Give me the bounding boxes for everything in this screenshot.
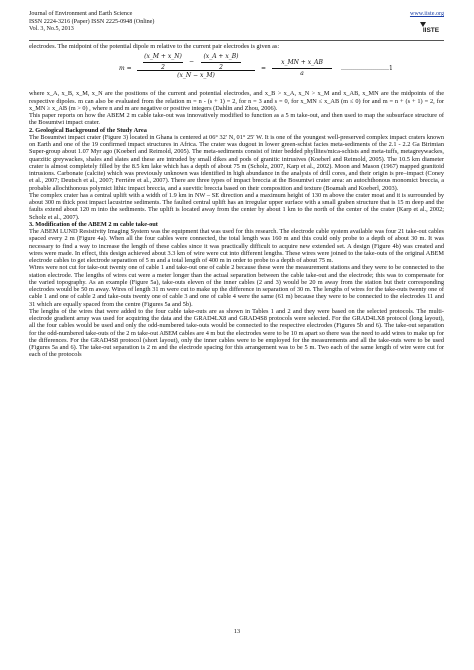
para-report: This paper reports on how the ABEM 2 m cable take-out was innovatively modified to function as a 5 m take-out, and then used to map the subsurface structure of the Bosumtwi impact crater. xyxy=(29,112,444,127)
para-where: where x_A, x_B, x_M, x_N are the positions of the current and potential electrodes, and x_B > x_A, x_N > x_M and x_AB, x_MN are the midpoints of the respective dipoles. m can also be evaluated from the relation m = n - (s + 1) = 2, for n = 3 and s = 0, for x_MN ≤ x_AB (m ≤ 0) for and m = n + (s + 1) = 2, for x_MN ≥ x_AB (m > 0) , where n and m are negative or positive integers (Dahlin and Zhou, 2006). xyxy=(29,90,444,112)
eq-lhs: m = xyxy=(119,65,132,73)
section-2-para-1: The Bosumtwi impact crater (Figure 3) located in Ghana is centered at 06° 32′ N, 01° 25′ W. It is one of the youngest well-preserved complex impact craters known on Earth and one of the 19 confirmed impact structures in Africa. The crater was dugout in lower green-schist facies meta-sediments of the 2.1 - 2.2 Ga Birimian Super-group about 1.07 Myr ago (Koeberl and Reimold, 2005). The meta-sediments consist of inter bedded phyllites/mica-schists and meta-tuffs, metagreywackes, quarzitic greywackes, shales and slates and these are intruded by small dikes and pods of granitic intrusives (Koeberl and Reimold, 2005). The 10.5 km diameter crater is almost completely filled by the 8.5 km lake which has a depth of about 75 m (Scholz, 2007, Karp et al., 2002). Moon and Mason (1967) mapped granitoid intrusions. Carbonate (calcite) which was previously unknown was identified in high abundance in the analysis of drill cores, and their origin is pre–impact (Coney et al., 2007; Deutsch et al., 2007; Ferrière et al., 2007). There are three types of impact breccia at the Bosumtwi crater area: an autochthonous monomict breccia, a probable allochthonous polymict lithic impact breccia, and a suevitic breccia based on their composition and texture (Boamah and Koeberl, 2003). xyxy=(29,133,444,192)
journal-issn: ISSN 2224-3216 (Paper) ISSN 2225-0948 (Online) xyxy=(29,18,155,25)
section-3-title: 3. Modification of the ABEM 2 m cable take-out xyxy=(29,220,158,228)
section-3-para-3: The lengths of the wires that were added to the four cable take-outs are as shown in Tables 1 and 2 and they were based on the selected protocols. The multi-electrode gradient array was used for acquiring the data and the GRAD4LX8 and GRAD4S8 protocols were selected. For the GRAD4LX8 protocol (long layout), all the four cables would be used and only the odd-numbered take-outs would be connected to the respective electrodes (Figures 5b and 6). The take-out separation for the odd-numbered take-outs of the 2 m take-out ABEM cables are 4 m but the electrodes were to be 10 m apart so there was the need to add wires to make up for the differences. For the GRAD4S8 protocol (short layout), only the inner cables were to be employed for the measurements and all the take-outs were to be used (Figures 5a and 6). The take-out separation is 2 m and the electrode spacing for this arrangement was to be 5 m. Two each of the same length of wire were cut for each of the protocols xyxy=(29,307,444,359)
section-3-para-1: The ABEM LUND Resistivity Imaging System was the equipment that was used for this research. The electrode cable system available was four 21 take-out cables spaced every 2 m (Figure 4a). When all the four cables were connected, the total length was 160 m and this could only probe to a depth of about 30 m. It was necessary to find a way to increase the length of these cables since it was practically difficult to acquire new extended set. A design (Figure 4b) was created and wires were made. In effect, this design achieved about 3.3 km of wire were cut into different lengths. These wires were joined to the take-outs of the original ABEM electrode cables to get electrode separation of 5 m and a total length of 400 m in order to probe to a depth of about 75 m. xyxy=(29,228,444,264)
journal-header-right xyxy=(410,11,444,39)
section-2-title: 2. Geological Background of the Study Area xyxy=(29,126,147,134)
iiste-logo-icon xyxy=(418,20,444,34)
section-3-para-2: Wires were not cut for take-out twenty one of cable 1 and take-out one of cable 2 because these were the measurement stations and they were to be connected to the station electrode. The lengths of wires cut were a meter longer than the actual separation between the cable take-out and the electrode; this was to compensate for the varied topography. As an example (Figure 5a), take-outs eleven of the inner cables (2 and 3) would be 20 m away from the station but their corresponding electrodes would be 50 m away. Wires of length 31 m were cut to make up the difference in separation of 30 m. The lengths of wires for the take-outs twenty one of cable 1 and one of cable 2 and take-outs twenty one of cable 3 and one of cable 4 were the same (61 m) because they were to be connected to the electrodes 11 and 31 which are equally spaced from the centre (Figures 5a and 5b). xyxy=(29,264,444,308)
eq-rhs-fraction: x_MN + x_AB a xyxy=(272,59,332,77)
eq-outer-denominator: (x_N − x_M) xyxy=(177,72,215,80)
eq-right-fraction: (x_A + x_B) 2 xyxy=(201,53,241,71)
journal-title: Journal of Environment and Earth Science xyxy=(29,11,133,17)
logo-text: IISTE xyxy=(422,26,440,34)
eq-number: ……………………1 xyxy=(341,65,393,73)
eq-left-fraction: (x_M + x_N) 2 xyxy=(144,53,182,71)
equation-1: m = (x_M + x_N) 2 − (x_A + x_B) 2 (x_N − x_M) = x_MN + x_AB a ……………………1 xyxy=(119,53,393,80)
journal-url[interactable]: www.iiste.org xyxy=(409,11,444,17)
journal-header xyxy=(29,11,154,34)
journal-volume: Vol. 3, No.5, 2013 xyxy=(29,26,74,33)
header-rule xyxy=(29,40,444,41)
body-text xyxy=(29,43,444,359)
eq-outer-fraction: (x_M + x_N) 2 − (x_A + x_B) 2 (x_N − x_M) xyxy=(137,53,255,79)
intro-line: electrodes. The midpoint of the potential dipole m relative to the current pair electrodes is given as: xyxy=(29,43,280,50)
section-2-para-2: The complex crater has a central uplift with a width of 1.9 km in NW – SE direction and a maximum height of 130 m above the crater moat and it is surrounded by about 300 m thick post impact lacustrine sediments. The faulted central uplift has an irregular upper surface with a small graben structure that is 15 m deep and the faults extend about 120 m into the sediments. The uplift is located away from the center by about 1 km to the north of the center of the crater (Karp et al., 2002; Scholz et al., 2007). xyxy=(29,191,444,221)
page-number: 13 xyxy=(233,628,241,635)
